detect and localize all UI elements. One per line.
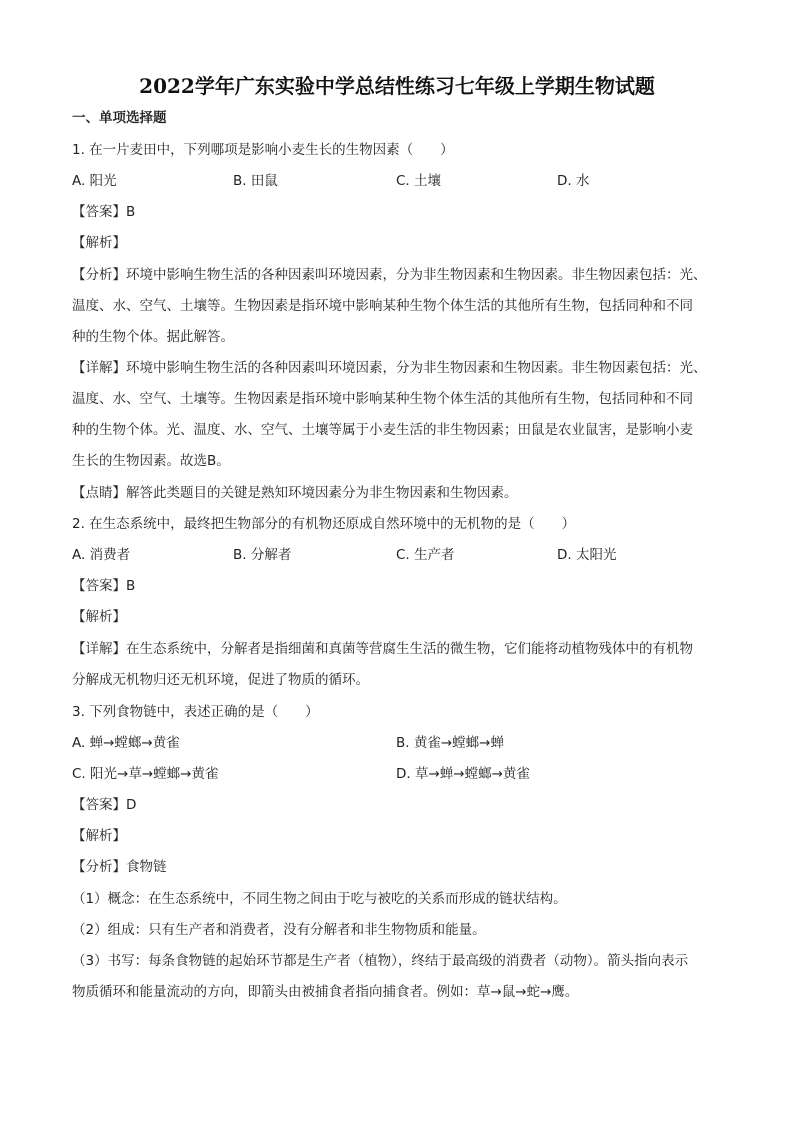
- q2-detail-line: 分解成无机物归还无机环境，促进了物质的循环。: [72, 672, 369, 688]
- q2-jiexi: 【解析】: [72, 609, 126, 625]
- q2-stem: 2. 在生态系统中，最终把生物部分的有机物还原成自然环境中的无机物的是（ ）: [72, 516, 576, 532]
- q3-point-line: （2）组成：只有生产者和消费者，没有分解者和非生物物质和能量。: [72, 922, 486, 938]
- q1-option-b[interactable]: B. 田鼠: [233, 173, 278, 189]
- q3-option-a[interactable]: A. 蝉→螳螂→黄雀: [72, 735, 180, 751]
- q1-analysis-line: 温度、水、空气、土壤等。生物因素是指环境中影响某种生物个体生活的其他所有生物，包括同种和不同: [72, 298, 693, 314]
- q1-option-d[interactable]: D. 水: [557, 173, 590, 189]
- q1-stem: 1. 在一片麦田中，下列哪项是影响小麦生长的生物因素（ ）: [72, 142, 454, 158]
- q3-analysis-head: 【分析】食物链: [72, 859, 167, 875]
- q1-detail-line: 【详解】环境中影响生物生活的各种因素叫环境因素，分为非生物因素和生物因素。非生物因素包括：光、: [72, 360, 707, 376]
- q1-option-c[interactable]: C. 土壤: [396, 173, 442, 189]
- q1-analysis-line: 种的生物个体。据此解答。: [72, 329, 234, 345]
- q3-stem: 3. 下列食物链中，表述正确的是（ ）: [72, 704, 319, 720]
- q3-answer: 【答案】D: [72, 797, 137, 813]
- q1-jiexi: 【解析】: [72, 235, 126, 251]
- q2-answer: 【答案】B: [72, 578, 136, 594]
- q1-detail-line: 温度、水、空气、土壤等。生物因素是指环境中影响某种生物个体生活的其他所有生物，包括同种和不同: [72, 391, 693, 407]
- q1-detail-line: 种的生物个体。光、温度、水、空气、土壤等属于小麦生活的非生物因素；田鼠是农业鼠害，是影响小麦: [72, 422, 693, 438]
- q2-detail-line: 【详解】在生态系统中，分解者是指细菌和真菌等营腐生生活的微生物，它们能将动植物残体中的有机物: [72, 641, 693, 657]
- q3-point-line: （1）概念：在生态系统中，不同生物之间由于吃与被吃的关系而形成的链状结构。: [72, 891, 567, 907]
- q1-comment: 【点睛】解答此类题目的关键是熟知环境因素分为非生物因素和生物因素。: [72, 485, 518, 501]
- q1-analysis-line: 【分析】环境中影响生物生活的各种因素叫环境因素，分为非生物因素和生物因素。非生物因素包括：光、: [72, 267, 707, 283]
- page-title: 2022学年广东实验中学总结性练习七年级上学期生物试题: [139, 74, 655, 98]
- q3-option-b[interactable]: B. 黄雀→螳螂→蝉: [396, 735, 504, 751]
- q2-option-c[interactable]: C. 生产者: [396, 547, 455, 563]
- q1-answer: 【答案】B: [72, 204, 136, 220]
- q2-option-b[interactable]: B. 分解者: [233, 547, 292, 563]
- q3-jiexi: 【解析】: [72, 828, 126, 844]
- q1-detail-line: 生长的生物因素。故选B。: [72, 453, 230, 469]
- q3-option-c[interactable]: C. 阳光→草→螳螂→黄雀: [72, 766, 219, 782]
- q3-option-d[interactable]: D. 草→蝉→螳螂→黄雀: [396, 766, 530, 782]
- q2-option-d[interactable]: D. 太阳光: [557, 547, 617, 563]
- q3-point-line: （3）书写：每条食物链的起始环节都是生产者（植物），终结于最高级的消费者（动物）。箭头指向表示: [72, 953, 689, 969]
- q3-point-line: 物质循环和能量流动的方向，即箭头由被捕食者指向捕食者。例如：草→鼠→蛇→鹰。: [72, 984, 579, 1000]
- q2-option-a[interactable]: A. 消费者: [72, 547, 131, 563]
- section-heading: 一、单项选择题: [72, 110, 167, 126]
- q1-option-a[interactable]: A. 阳光: [72, 173, 117, 189]
